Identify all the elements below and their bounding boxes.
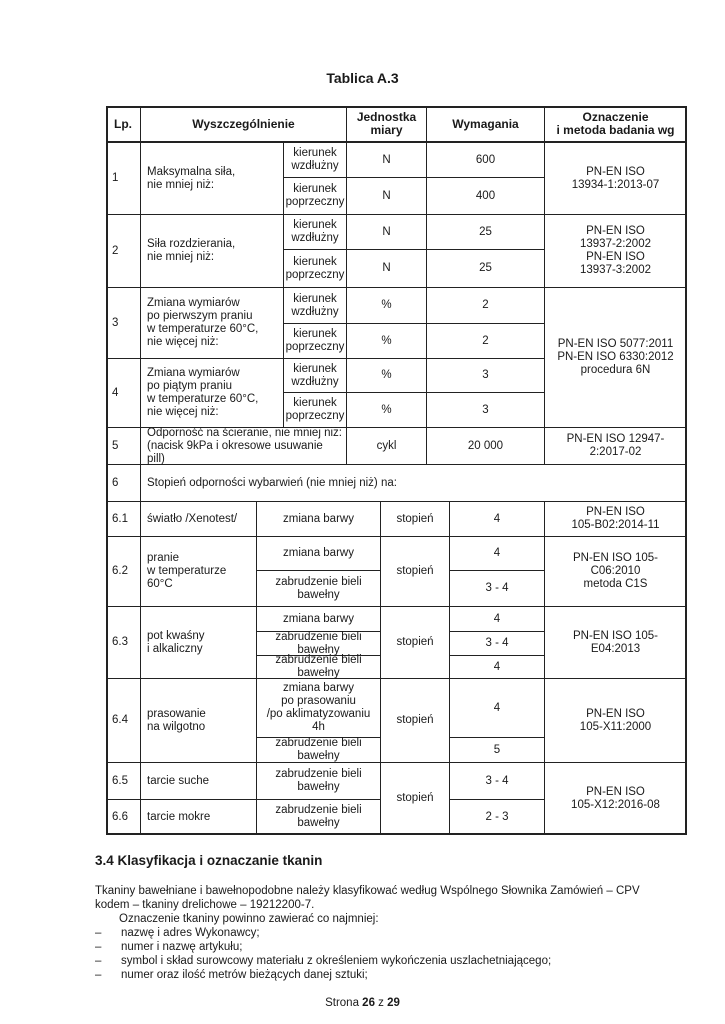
row-6-1-desc: światło /Xenotest/ (141, 502, 257, 537)
row-1-unit1: N (347, 143, 427, 178)
bullet-text: nazwę i adres Wykonawcy; (121, 927, 260, 939)
row-6-6-sub: zabrudzenie bieli bawełny (257, 800, 381, 835)
bullet-item (95, 969, 368, 983)
row-6-3-val1: 4 (450, 607, 545, 632)
dash-icon: – (95, 927, 102, 939)
row-6-1-unit: stopień (381, 502, 450, 537)
row-6-2-sub2: zabrudzenie bieli bawełny (257, 571, 381, 607)
row-2-val1: 25 (427, 215, 545, 250)
row-6-4-desc: prasowanie na wilgotno (141, 679, 257, 763)
bullet-item (95, 927, 260, 941)
row-6-2-unit: stopień (381, 537, 450, 607)
header-unit: Jednostka miary (347, 106, 427, 143)
row-3-sub2: kierunek poprzeczny (284, 324, 347, 359)
row-2-unit2: N (347, 250, 427, 288)
section-heading: 3.4 Klasyfikacja i oznaczanie tkanin (95, 853, 323, 868)
paragraph-2: Oznaczenie tkaniny powinno zawierać co najmniej: (119, 913, 379, 925)
row-6-5-lp: 6.5 (106, 763, 141, 800)
row-3-desc: Zmiana wymiarów po pierwszym praniu w temperaturze 60°C, nie więcej niż: (141, 288, 284, 359)
row-6-4-sub2: zabrudzenie bieli bawełny (257, 738, 381, 763)
footer-prefix: Strona (325, 997, 363, 1009)
row-6-4-sub1: zmiana barwy po prasowaniu /po aklimatyzowaniu 4h (257, 679, 381, 738)
row-6-3-unit: stopień (381, 607, 450, 679)
row-6-4-lp: 6.4 (106, 679, 141, 763)
dash-icon: – (95, 955, 102, 967)
row-4-val2: 3 (427, 393, 545, 428)
row-6-2-desc: pranie w temperaturze 60°C (141, 537, 257, 607)
bullet-text: numer oraz ilość metrów bieżących danej sztuki; (121, 969, 368, 981)
row-2-method: PN-EN ISO 13937-2:2002 PN-EN ISO 13937-3:2002 (545, 215, 687, 288)
row-2-desc: Siła rozdzierania, nie mniej niż: (141, 215, 284, 288)
row-2-unit1: N (347, 215, 427, 250)
row-5-val: 20 000 (427, 428, 545, 465)
table-title: Tablica A.3 (326, 70, 399, 86)
row-4-unit1: % (347, 359, 427, 393)
row-6-lp: 6 (106, 465, 141, 502)
dash-icon: – (95, 969, 102, 981)
row-2-lp: 2 (106, 215, 141, 288)
row-6-2-method: PN-EN ISO 105- C06:2010 metoda C1S (545, 537, 687, 607)
row-3-sub1: kierunek wzdłużny (284, 288, 347, 324)
row-6-4-unit: stopień (381, 679, 450, 763)
bullet-item (95, 955, 551, 969)
row-6-2-val2: 3 - 4 (450, 571, 545, 607)
row-6-2-lp: 6.2 (106, 537, 141, 607)
row-4-sub1: kierunek wzdłużny (284, 359, 347, 393)
row-5-desc: Odporność na ścieranie, nie mniej niż: (nacisk 9kPa i okresowe usuwanie pill) (141, 428, 347, 465)
row-6-3-sub1: zmiana barwy (257, 607, 381, 632)
bullet-text: symbol i skład surowcowy materiału z określeniem wykończenia uszlachetniającego; (121, 955, 552, 967)
page-footer (0, 997, 725, 1009)
row-6-5-6-method: PN-EN ISO 105-X12:2016-08 (545, 763, 687, 835)
row-1-val2: 400 (427, 178, 545, 215)
row-1-sub1: kierunek wzdłużny (284, 143, 347, 178)
row-6-3-val3: 4 (450, 656, 545, 679)
row-3-lp: 3 (106, 288, 141, 359)
header-divider (106, 141, 687, 143)
header-requirement: Wymagania (427, 106, 545, 143)
row-4-desc: Zmiana wymiarów po piątym praniu w temperaturze 60°C, nie więcej niż: (141, 359, 284, 428)
row-6-5-desc: tarcie suche (141, 763, 257, 800)
paragraph-line-2: kodem – tkaniny drelichowe – 19212200-7. (95, 899, 315, 911)
footer-total: 29 (387, 997, 400, 1009)
row-6-1-sub: zmiana barwy (257, 502, 381, 537)
row-6-6-lp: 6.6 (106, 800, 141, 835)
row-3-unit1: % (347, 288, 427, 324)
row-6-4-method: PN-EN ISO 105-X11:2000 (545, 679, 687, 763)
row-6-3-method: PN-EN ISO 105- E04:2013 (545, 607, 687, 679)
row-6-3-lp: 6.3 (106, 607, 141, 679)
header-spec: Wyszczególnienie (141, 106, 347, 143)
row-6-2-sub1: zmiana barwy (257, 537, 381, 571)
row-1-method: PN-EN ISO 13934-1:2013-07 (545, 143, 687, 215)
row-3-4-method: PN-EN ISO 5077:2011 PN-EN ISO 6330:2012 procedura 6N (545, 288, 687, 428)
row-6-desc: Stopień odporności wybarwień (nie mniej niż) na: (141, 465, 687, 502)
row-1-unit2: N (347, 178, 427, 215)
row-6-3-val2: 3 - 4 (450, 632, 545, 656)
row-3-val2: 2 (427, 324, 545, 359)
row-1-sub2: kierunek poprzeczny (284, 178, 347, 215)
footer-mid: z (374, 997, 388, 1009)
row-6-1-val: 4 (450, 502, 545, 537)
row-6-6-val: 2 - 3 (450, 800, 545, 835)
row-4-val1: 3 (427, 359, 545, 393)
bullet-text: numer i nazwę artykułu; (121, 941, 243, 953)
row-6-1-method: PN-EN ISO 105-B02:2014-11 (545, 502, 687, 537)
row-3-unit2: % (347, 324, 427, 359)
row-2-sub1: kierunek wzdłużny (284, 215, 347, 250)
row-2-sub2: kierunek poprzeczny (284, 250, 347, 288)
row-5-method: PN-EN ISO 12947- 2:2017-02 (545, 428, 687, 465)
dash-icon: – (95, 941, 102, 953)
bullet-item (95, 941, 242, 955)
row-6-5-6-unit: stopień (381, 763, 450, 835)
row-6-6-desc: tarcie mokre (141, 800, 257, 835)
footer-page: 26 (362, 997, 375, 1009)
row-6-4-val1: 4 (450, 679, 545, 738)
row-6-3-desc: pot kwaśny i alkaliczny (141, 607, 257, 679)
row-6-5-val: 3 - 4 (450, 763, 545, 800)
row-3-val1: 2 (427, 288, 545, 324)
row-5-unit: cykl (347, 428, 427, 465)
row-4-lp: 4 (106, 359, 141, 428)
row-6-5-sub: zabrudzenie bieli bawełny (257, 763, 381, 800)
row-1-lp: 1 (106, 143, 141, 215)
row-4-sub2: kierunek poprzeczny (284, 393, 347, 428)
paragraph-line-1: Tkaniny bawełniane i bawełnopodobne należy klasyfikować według Wspólnego Słownika Zamówień – CPV (95, 885, 640, 897)
row-2-val2: 25 (427, 250, 545, 288)
row-6-2-val1: 4 (450, 537, 545, 571)
header-lp: Lp. (106, 106, 141, 143)
row-6-1-lp: 6.1 (106, 502, 141, 537)
row-5-lp: 5 (106, 428, 141, 465)
header-method: Oznaczenie i metoda badania wg (545, 106, 687, 143)
row-6-3-sub2: zabrudzenie bieli bawełny (257, 632, 381, 656)
row-6-4-val2: 5 (450, 738, 545, 763)
row-1-val1: 600 (427, 143, 545, 178)
row-1-desc: Maksymalna siła, nie mniej niż: (141, 143, 284, 215)
row-6-3-sub3: zabrudzenie bieli bawełny (257, 656, 381, 679)
row-4-unit2: % (347, 393, 427, 428)
